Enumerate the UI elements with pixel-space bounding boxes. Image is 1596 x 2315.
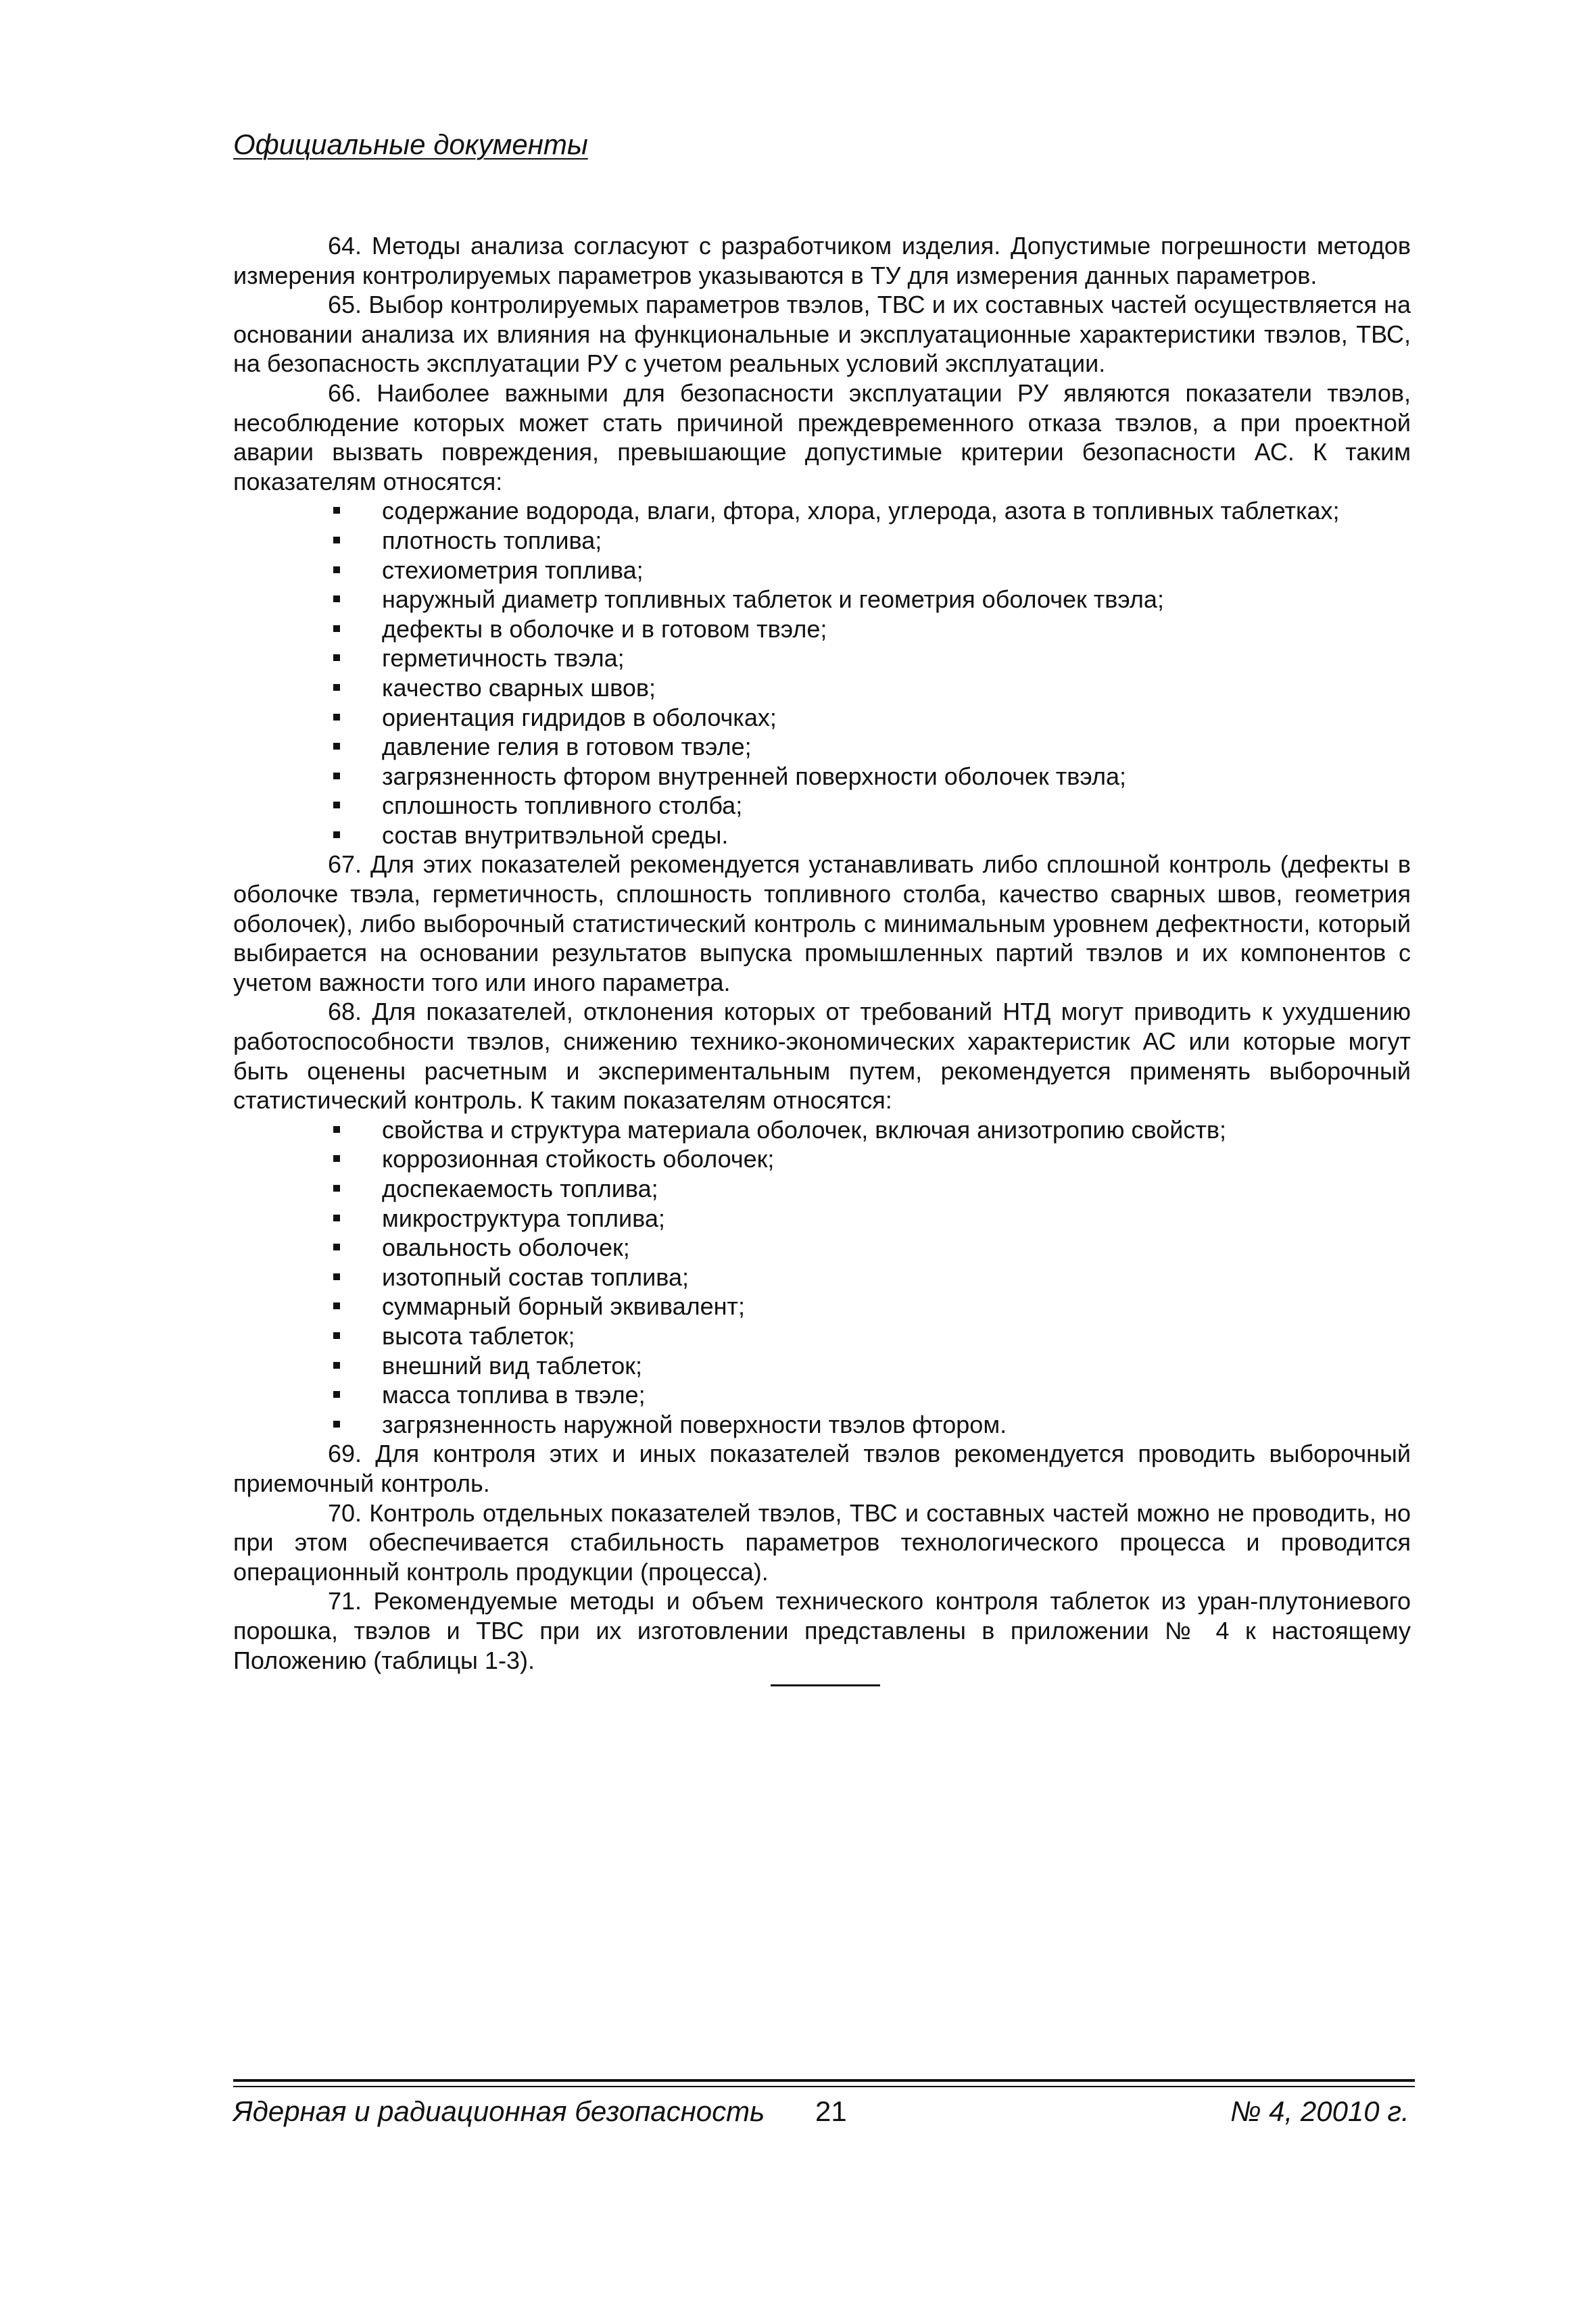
bullet-icon bbox=[333, 1215, 340, 1221]
list-item: высота таблеток; bbox=[233, 1321, 1411, 1351]
bullet-icon bbox=[333, 1244, 340, 1250]
list-item: загрязненность фтором внутренней поверхности оболочек твэла; bbox=[233, 762, 1411, 791]
list-item: наружный диаметр топливных таблеток и геометрия оболочек твэла; bbox=[233, 585, 1411, 614]
list-item: свойства и структура материала оболочек, включая анизотропию свойств; bbox=[233, 1115, 1411, 1145]
bullet-icon bbox=[333, 1391, 340, 1398]
paragraph-67: 67. Для этих показателей рекомендуется устанавливать либо сплошной контроль (дефекты в оболочке твэла, герметичность, сплошность топливного столба, качество сварных швов, геометрия оболочек), либо выборочный статистический контроль с минимальным уровнем дефектности, который выбирается на основании результатов выпуска промышленных партий твэлов и их компонентов с учетом важности того или иного параметра. bbox=[233, 850, 1411, 996]
paragraph-70: 70. Контроль отдельных показателей твэлов, ТВС и составных частей можно не проводить, но при этом обеспечивается стабильность параметров технологического процесса и проводится операционный контроль продукции (процесса). bbox=[233, 1498, 1411, 1586]
paragraph-68: 68. Для показателей, отклонения которых от требований НТД могут приводить к ухудшению работоспособности твэлов, снижению технико-экономических характеристик АС или которые могут быть оценены расчетным и экспериментальным путем, рекомендуется применять выборочный статистический контроль. К таким показателям относятся: bbox=[233, 998, 1411, 1115]
bullet-icon bbox=[333, 831, 340, 838]
bullet-icon bbox=[333, 654, 340, 661]
list-item: содержание водорода, влаги, фтора, хлора, углерода, азота в топливных таблетках; bbox=[233, 496, 1411, 526]
bullet-icon bbox=[333, 595, 340, 602]
list-item: микроструктура топлива; bbox=[233, 1204, 1411, 1234]
paragraph-69: 69. Для контроля этих и иных показателей твэлов рекомендуется проводить выборочный приемочный контроль. bbox=[233, 1440, 1411, 1497]
section-divider bbox=[771, 1684, 880, 1686]
list-item: коррозионная стойкость оболочек; bbox=[233, 1144, 1411, 1174]
list-item: давление гелия в готовом твэле; bbox=[233, 732, 1411, 762]
document-body bbox=[233, 231, 1411, 1675]
list-item: доспекаемость топлива; bbox=[233, 1174, 1411, 1204]
list-item: суммарный борный эквивалент; bbox=[233, 1292, 1411, 1321]
bullet-icon bbox=[333, 1421, 340, 1428]
list-item: дефекты в оболочке и в готовом твэле; bbox=[233, 614, 1411, 644]
list-item: стехиометрия топлива; bbox=[233, 556, 1411, 585]
list-66 bbox=[233, 496, 1411, 850]
bullet-icon bbox=[333, 566, 340, 573]
bullet-icon bbox=[333, 773, 340, 779]
list-item: ориентация гидридов в оболочках; bbox=[233, 703, 1411, 733]
paragraph-66: 66. Наиболее важными для безопасности эксплуатации РУ являются показатели твэлов, несоблюдение которых может стать причиной преждевременного отказа твэлов, а при проектной аварии вызвать повреждения, превышающие допустимые критерии безопасности АС. К таким показателям относятся: bbox=[233, 379, 1411, 495]
bullet-icon bbox=[333, 802, 340, 808]
bullet-icon bbox=[333, 1273, 340, 1280]
bullet-icon bbox=[333, 625, 340, 632]
bullet-icon bbox=[333, 1362, 340, 1369]
footer-issue: № 4, 20010 г. bbox=[1230, 2095, 1409, 2127]
bullet-icon bbox=[333, 537, 340, 543]
list-item: герметичность твэла; bbox=[233, 643, 1411, 673]
paragraph-65: 65. Выбор контролируемых параметров твэлов, ТВС и их составных частей осуществляется на основании анализа их влияния на функциональные и эксплуатационные характеристики твэлов, ТВС, на безопасность эксплуатации РУ с учетом реальных условий эксплуатации. bbox=[233, 291, 1411, 378]
list-68 bbox=[233, 1115, 1411, 1440]
footer-page-number: 21 bbox=[815, 2095, 847, 2127]
bullet-icon bbox=[333, 1126, 340, 1133]
list-item: масса топлива в твэле; bbox=[233, 1380, 1411, 1410]
bullet-icon bbox=[333, 684, 340, 691]
list-item: изотопный состав топлива; bbox=[233, 1263, 1411, 1292]
footer-rule bbox=[233, 2079, 1415, 2082]
paragraph-71: 71. Рекомендуемые методы и объем технического контроля таблеток из уран-плутониевого порошка, твэлов и ТВС при их изготовлении представлены в приложении № 4 к настоящему Положению (таблицы 1-3). bbox=[233, 1587, 1411, 1674]
list-item: плотность топлива; bbox=[233, 526, 1411, 556]
footer-journal-title: Ядерная и радиационная безопасность bbox=[233, 2095, 765, 2127]
page-header-title: Официальные документы bbox=[233, 128, 588, 160]
bullet-icon bbox=[333, 714, 340, 721]
paragraph-64: 64. Методы анализа согласуют с разработчиком изделия. Допустимые погрешности методов измерения контролируемых параметров указываются в ТУ для измерения данных параметров. bbox=[233, 232, 1411, 289]
bullet-icon bbox=[333, 1332, 340, 1339]
bullet-icon bbox=[333, 743, 340, 750]
bullet-icon bbox=[333, 1155, 340, 1162]
bullet-icon bbox=[333, 1185, 340, 1192]
bullet-icon bbox=[333, 1302, 340, 1309]
list-item: внешний вид таблеток; bbox=[233, 1351, 1411, 1381]
list-item: сплошность топливного столба; bbox=[233, 791, 1411, 821]
bullet-icon bbox=[333, 507, 340, 514]
list-item: состав внутритвэльной среды. bbox=[233, 821, 1411, 850]
footer-rule bbox=[233, 2086, 1415, 2087]
list-item: овальность оболочек; bbox=[233, 1233, 1411, 1263]
list-item: загрязненность наружной поверхности твэлов фтором. bbox=[233, 1410, 1411, 1440]
list-item: качество сварных швов; bbox=[233, 673, 1411, 703]
